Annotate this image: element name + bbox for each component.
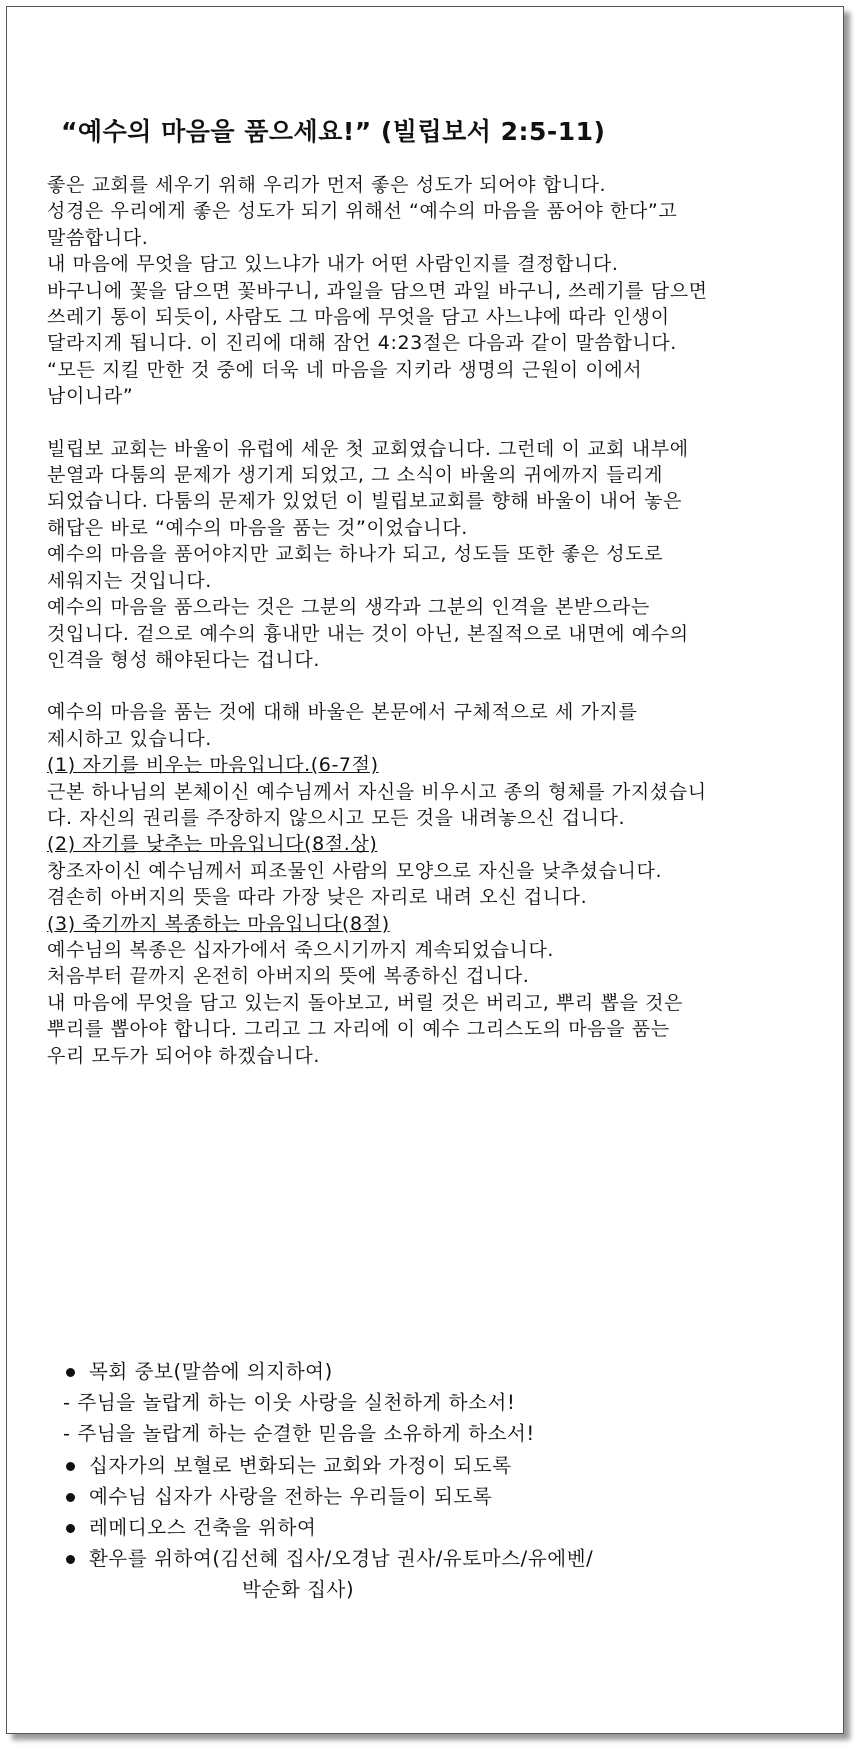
list-item	[63, 1387, 593, 1418]
text-line: 제시하고 있습니다.	[47, 727, 212, 750]
text-line: 성경은 우리에게 좋은 성도가 되기 위해선 “예수의 마음을 품어야 한다”고	[47, 200, 678, 223]
text-line: 내 마음에 무엇을 담고 있느냐가 내가 어떤 사람인지를 결정합니다.	[47, 253, 619, 276]
text-line: 쓰레기 통이 되듯이, 사람도 그 마음에 무엇을 담고 사느냐에 따라 인생이	[47, 306, 670, 329]
spacer	[47, 673, 807, 699]
text-line: 예수의 마음을 품는 것에 대해 바울은 본문에서 구체적으로 세 가지를	[47, 701, 638, 724]
text-line: 뿌리를 뽑아야 합니다. 그리고 그 자리에 이 예수 그리스도의 마음을 품는	[47, 1018, 670, 1041]
sermon-title: “예수의 마음을 품으세요!” (빌립보서 2:5-11)	[61, 117, 606, 146]
text-line: 인격을 형성 해야된다는 겁니다.	[47, 648, 320, 671]
list-item	[63, 1481, 593, 1512]
prayer-text: - 주님을 놀랍게 하는 이웃 사랑을 실천하게 하소서!	[63, 1391, 516, 1415]
list-item-continuation	[63, 1574, 593, 1605]
paragraph-intro	[47, 172, 807, 410]
list-item	[63, 1512, 593, 1543]
text-line: 예수의 마음을 품으라는 것은 그분의 생각과 그분의 인격을 본받으라는	[47, 596, 650, 619]
prayer-text: 박순화 집사)	[242, 1578, 355, 1602]
bullet-icon	[63, 1512, 89, 1543]
text-line: 분열과 다툼의 문제가 생기게 되었고, 그 소식이 바울의 귀에까지 들리게	[47, 464, 664, 487]
paragraph-three-points	[47, 699, 807, 1069]
text-line: 우리 모두가 되어야 하겠습니다.	[47, 1044, 320, 1067]
text-line: 달라지게 됩니다. 이 진리에 대해 잠언 4:23절은 다음과 같이 말씀합니다.	[47, 332, 677, 355]
bullet-icon	[63, 1481, 89, 1512]
point-heading: (1) 자기를 비우는 마음입니다.(6-7절)	[47, 754, 379, 777]
text-line: 해답은 바로 “예수의 마음을 품는 것”이었습니다.	[47, 516, 468, 539]
list-item	[63, 1356, 593, 1387]
text-line: 바구니에 꽃을 담으면 꽃바구니, 과일을 담으면 과일 바구니, 쓰레기를 담으면	[47, 279, 708, 302]
bullet-icon	[63, 1543, 89, 1574]
text-line: 처음부터 끝까지 온전히 아버지의 뜻에 복종하신 겁니다.	[47, 965, 530, 988]
text-line: 내 마음에 무엇을 담고 있는지 돌아보고, 버릴 것은 버리고, 뿌리 뽑을 것은	[47, 991, 683, 1014]
text-line: 예수의 마음을 품어야지만 교회는 하나가 되고, 성도들 또한 좋은 성도로	[47, 543, 664, 566]
text-line: 창조자이신 예수님께서 피조물인 사람의 모양으로 자신을 낮추셨습니다.	[47, 859, 663, 882]
text-line: 다. 자신의 권리를 주장하지 않으시고 모든 것을 내려놓으신 겁니다.	[47, 806, 626, 829]
text-line: 겸손히 아버지의 뜻을 따라 가장 낮은 자리로 내려 오신 겁니다.	[47, 886, 588, 909]
bullet-icon	[63, 1450, 89, 1481]
list-item	[63, 1450, 593, 1481]
prayer-text: 십자가의 보혈로 변화되는 교회와 가정이 되도록	[89, 1453, 512, 1477]
sermon-content	[47, 112, 807, 1069]
prayer-list	[63, 1356, 593, 1606]
prayer-text: 레메디오스 건축을 위하여	[89, 1516, 317, 1540]
text-line: “모든 지킬 만한 것 중에 더욱 네 마음을 지키라 생명의 근원이 이에서	[47, 358, 643, 381]
text-line: 말씀합니다.	[47, 226, 149, 249]
prayer-text: 예수님 십자가 사랑을 전하는 우리들이 되도록	[89, 1484, 493, 1508]
text-line: 근본 하나님의 본체이신 예수님께서 자신을 비우시고 종의 형체를 가지셨습니	[47, 780, 707, 803]
bullet-icon	[63, 1356, 89, 1387]
prayer-text: 환우를 위하여(김선혜 집사/오경남 권사/유토마스/유에벤/	[89, 1547, 594, 1571]
list-item	[63, 1418, 593, 1449]
text-line: 예수님의 복종은 십자가에서 죽으시기까지 계속되었습니다.	[47, 938, 555, 961]
text-line: 되었습니다. 다툼의 문제가 있었던 이 빌립보교회를 향해 바울이 내어 놓은	[47, 490, 683, 513]
point-heading: (2) 자기를 낮추는 마음입니다(8절.상)	[47, 833, 378, 856]
point-heading: (3) 죽기까지 복종하는 마음입니다(8절)	[47, 912, 390, 935]
prayer-text: - 주님을 놀랍게 하는 순결한 믿음을 소유하게 하소서!	[63, 1422, 535, 1446]
paragraph-philippi	[47, 436, 807, 674]
text-line: 좋은 교회를 세우기 위해 우리가 먼저 좋은 성도가 되어야 합니다.	[47, 174, 607, 196]
text-line: 남이니라”	[47, 385, 134, 408]
text-line: 빌립보 교회는 바울이 유럽에 세운 첫 교회였습니다. 그런데 이 교회 내부에	[47, 437, 689, 460]
text-line: 것입니다. 겉으로 예수의 흉내만 내는 것이 아닌, 본질적으로 내면에 예수의	[47, 622, 689, 645]
spacer	[47, 410, 807, 436]
text-line: 세워지는 것입니다.	[47, 569, 212, 592]
list-item	[63, 1543, 593, 1574]
prayer-text: 목회 중보(말씀에 의지하여)	[89, 1360, 333, 1383]
